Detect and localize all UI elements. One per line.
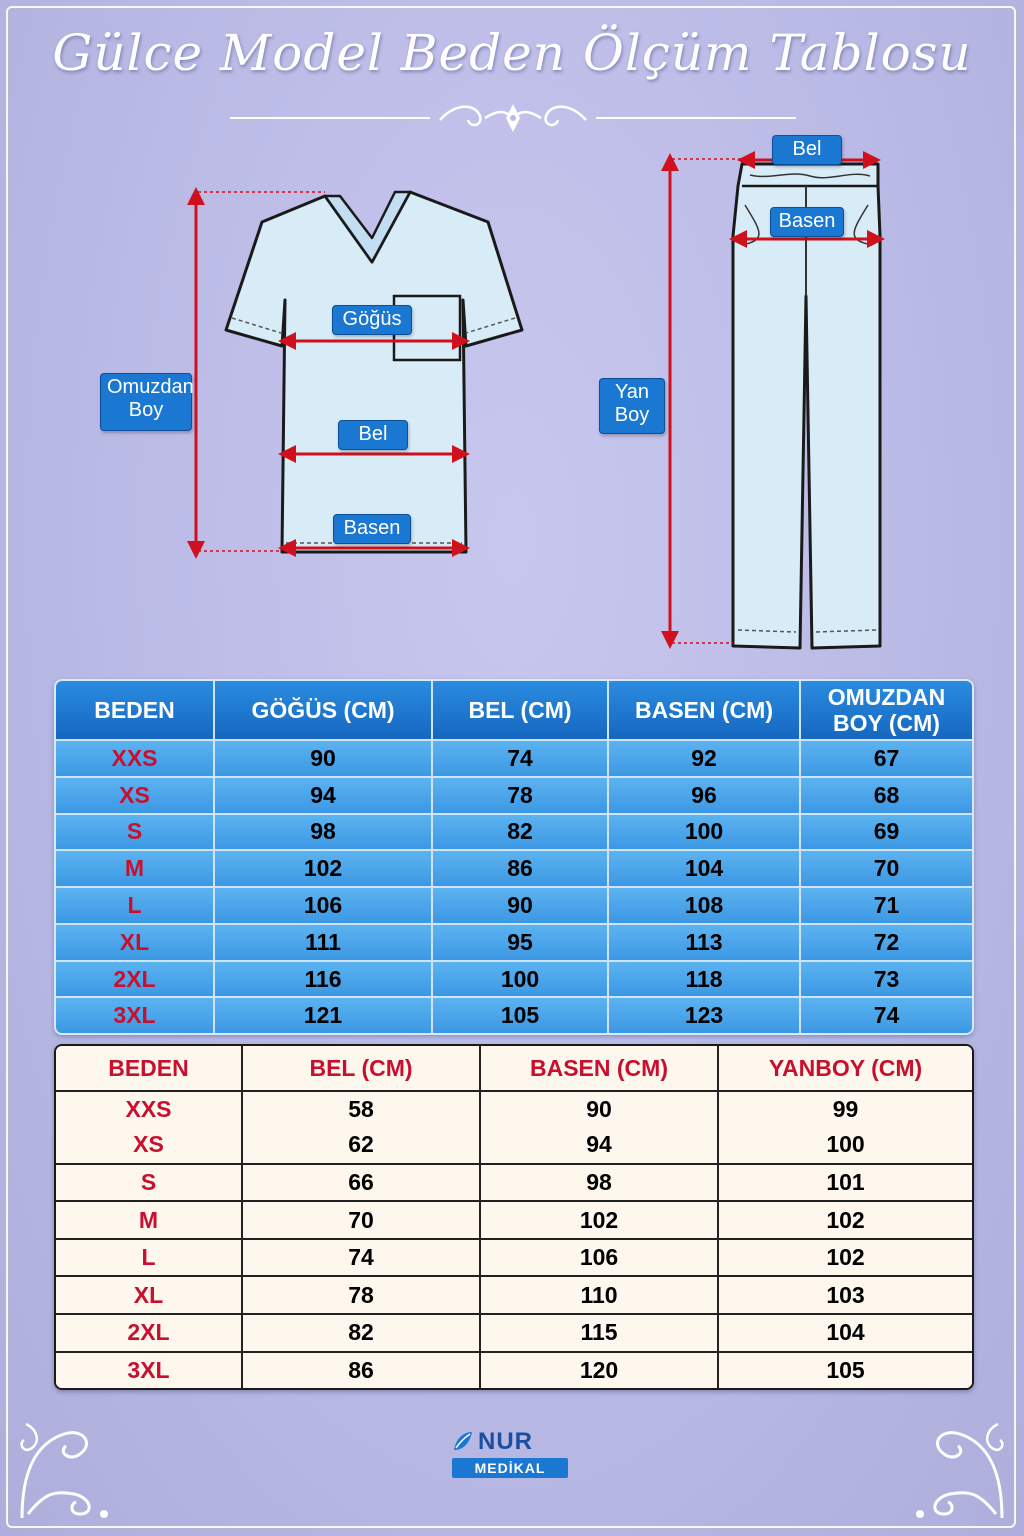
top-table-row (56, 777, 972, 814)
value-cell: 94 (214, 777, 432, 814)
top-table-row (56, 850, 972, 887)
size-cell: M (56, 1201, 242, 1239)
value-cell: 58 (242, 1091, 480, 1127)
value-cell: 96 (608, 777, 800, 814)
value-cell: 99 (718, 1091, 972, 1127)
size-cell: XL (56, 924, 214, 961)
bottom-size-table (54, 1044, 974, 1390)
measurement-diagram (0, 0, 1024, 670)
bottom-table-row (56, 1276, 972, 1314)
size-cell: 3XL (56, 997, 214, 1033)
value-cell: 106 (214, 887, 432, 924)
label-omuzdan-boy: Omuzdan Boy (100, 373, 192, 431)
size-cell: XXS (56, 1091, 242, 1127)
value-cell: 100 (432, 961, 608, 998)
value-cell: 123 (608, 997, 800, 1033)
header-gogus: GÖĞÜS (CM) (214, 681, 432, 740)
bottom-table-row (56, 1352, 972, 1388)
value-cell: 74 (432, 740, 608, 777)
value-cell: 78 (242, 1276, 480, 1314)
bottom-table-row (56, 1127, 972, 1163)
label-gogus: Göğüs (332, 305, 412, 335)
value-cell: 90 (214, 740, 432, 777)
value-cell: 110 (480, 1276, 718, 1314)
bottom-table-row (56, 1239, 972, 1277)
bottom-table-row (56, 1201, 972, 1239)
value-cell: 95 (432, 924, 608, 961)
size-cell: 2XL (56, 1314, 242, 1352)
page-title: Gülce Model Beden Ölçüm Tablosu (52, 24, 972, 82)
header-beden: BEDEN (56, 1046, 242, 1091)
value-cell: 105 (718, 1352, 972, 1388)
value-cell: 66 (242, 1164, 480, 1202)
header-beden: BEDEN (56, 681, 214, 740)
value-cell: 90 (432, 887, 608, 924)
label-pants-bel: Bel (772, 135, 842, 165)
size-cell: L (56, 1239, 242, 1277)
value-cell: 102 (214, 850, 432, 887)
value-cell: 113 (608, 924, 800, 961)
value-cell: 92 (608, 740, 800, 777)
top-table-header (56, 681, 972, 740)
value-cell: 101 (718, 1164, 972, 1202)
header-omuzdan-boy: OMUZDAN BOY (CM) (800, 681, 972, 740)
label-top-basen: Basen (333, 514, 411, 544)
value-cell: 106 (480, 1239, 718, 1277)
bottom-table-row (56, 1091, 972, 1127)
top-size-table (54, 679, 974, 1035)
value-cell: 82 (432, 814, 608, 851)
leaf-icon (452, 1430, 474, 1454)
value-cell: 98 (214, 814, 432, 851)
value-cell: 69 (800, 814, 972, 851)
value-cell: 104 (608, 850, 800, 887)
top-table-row (56, 961, 972, 998)
corner-ornament-left (14, 1414, 124, 1524)
brand-logo (452, 1428, 572, 1478)
size-cell: XS (56, 777, 214, 814)
header-bel: BEL (CM) (242, 1046, 480, 1091)
value-cell: 100 (608, 814, 800, 851)
bottom-table-row (56, 1164, 972, 1202)
value-cell: 72 (800, 924, 972, 961)
size-cell: L (56, 887, 214, 924)
value-cell: 78 (432, 777, 608, 814)
top-table-row (56, 814, 972, 851)
size-cell: XXS (56, 740, 214, 777)
value-cell: 120 (480, 1352, 718, 1388)
top-table-row (56, 887, 972, 924)
value-cell: 71 (800, 887, 972, 924)
size-cell: S (56, 814, 214, 851)
top-table-row (56, 740, 972, 777)
value-cell: 115 (480, 1314, 718, 1352)
value-cell: 116 (214, 961, 432, 998)
value-cell: 118 (608, 961, 800, 998)
value-cell: 98 (480, 1164, 718, 1202)
header-bel: BEL (CM) (432, 681, 608, 740)
size-cell: XS (56, 1127, 242, 1163)
value-cell: 62 (242, 1127, 480, 1163)
value-cell: 111 (214, 924, 432, 961)
value-cell: 104 (718, 1314, 972, 1352)
value-cell: 70 (242, 1201, 480, 1239)
value-cell: 108 (608, 887, 800, 924)
value-cell: 103 (718, 1276, 972, 1314)
label-yan-boy: Yan Boy (599, 378, 665, 434)
header-basen: BASEN (CM) (480, 1046, 718, 1091)
label-top-bel: Bel (338, 420, 408, 450)
value-cell: 102 (718, 1239, 972, 1277)
value-cell: 82 (242, 1314, 480, 1352)
value-cell: 74 (242, 1239, 480, 1277)
size-cell: 3XL (56, 1352, 242, 1388)
size-cell: 2XL (56, 961, 214, 998)
logo-name: NUR (478, 1428, 533, 1455)
top-table-row (56, 924, 972, 961)
value-cell: 121 (214, 997, 432, 1033)
value-cell: 73 (800, 961, 972, 998)
header-yanboy: YANBOY (CM) (718, 1046, 972, 1091)
top-table-row (56, 997, 972, 1033)
size-cell: S (56, 1164, 242, 1202)
value-cell: 102 (480, 1201, 718, 1239)
value-cell: 94 (480, 1127, 718, 1163)
value-cell: 90 (480, 1091, 718, 1127)
value-cell: 86 (432, 850, 608, 887)
size-cell: M (56, 850, 214, 887)
value-cell: 100 (718, 1127, 972, 1163)
bottom-table-header (56, 1046, 972, 1091)
value-cell: 67 (800, 740, 972, 777)
value-cell: 70 (800, 850, 972, 887)
logo-subtitle: MEDİKAL (452, 1458, 568, 1478)
value-cell: 105 (432, 997, 608, 1033)
scrub-top-illustration (226, 192, 522, 552)
bottom-table-row (56, 1314, 972, 1352)
value-cell: 86 (242, 1352, 480, 1388)
value-cell: 102 (718, 1201, 972, 1239)
label-pants-basen: Basen (770, 207, 844, 237)
value-cell: 68 (800, 777, 972, 814)
value-cell: 74 (800, 997, 972, 1033)
header-basen: BASEN (CM) (608, 681, 800, 740)
corner-ornament-right (900, 1414, 1010, 1524)
size-cell: XL (56, 1276, 242, 1314)
